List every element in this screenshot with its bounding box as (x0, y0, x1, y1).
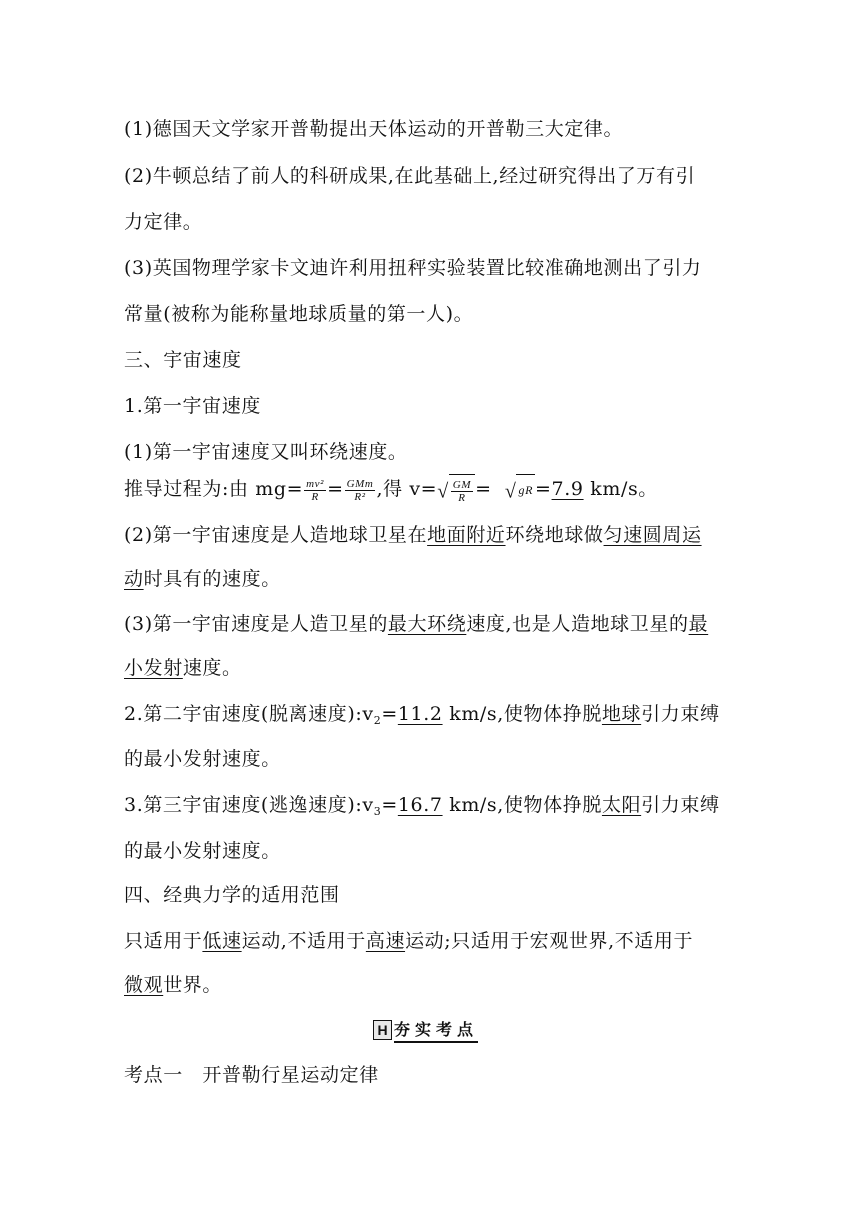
paragraph-first-velocity-def: (2)第一宇宙速度是人造地球卫星在地面附近环绕地球做匀速圆周运 (124, 524, 702, 546)
sqrt-gm-over-r: √ $\frac{GM}{R}$ (437, 474, 475, 506)
section-banner-consolidate (373, 1017, 478, 1043)
paragraph-first-velocity-def-cont: 动时具有的速度。 (124, 568, 281, 590)
paragraph-applicability: 只适用于低速运动,不适用于高速运动;只适用于宏观世界,不适用于 (124, 930, 694, 952)
section-heading-cosmic-velocity: 三、宇宙速度 (124, 349, 242, 371)
paragraph-second-cosmic-velocity: 2.第二宇宙速度(脱离速度)$:v_2=11.2$ km/s,使物体挣脱地球引力束缚 (124, 703, 720, 727)
paragraph-newton-cont: 力定律。 (124, 211, 203, 233)
sqrt-gr: √ gR (505, 474, 535, 506)
paragraph-third-cosmic-velocity: 3.第三宇宙速度(逃逸速度)$:v_3=16.7$ km/s,使物体挣脱太阳引力束缚 (124, 794, 720, 818)
subheading-first-cosmic-velocity: 1.第一宇宙速度 (124, 395, 261, 417)
paragraph-newton: (2)牛顿总结了前人的科研成果,在此基础上,经过研究得出了万有引 (124, 165, 696, 187)
paragraph-cavendish: (3)英国物理学家卡文迪许利用扭秤实验装置比较准确地测出了引力 (124, 257, 702, 279)
section-heading-classical-mechanics: 四、经典力学的适用范围 (124, 884, 340, 906)
fraction-gmm-over-r2: $\frac{\text{GMm}}{\text{R²}}$ (346, 477, 374, 503)
first-velocity-value: 7.9 (551, 478, 584, 501)
derivation-line: 推导过程为:由 mg= $\frac{\text{mv²}}{R}$ = $\frac{\text{GMm}}{\text{R²}}$ ,得 v=√ $\frac{GM}{R}$ = √ gR =7.9 km/s。 (124, 474, 658, 506)
key-point-kepler-laws: 考点一 开普勒行星运动定律 (124, 1064, 379, 1086)
paragraph-kepler: (1)德国天文学家开普勒提出天体运动的开普勒三大定律。 (124, 118, 624, 140)
paragraph-applicability-cont: 微观世界。 (124, 974, 223, 996)
paragraph-min-launch-velocity: 小发射速度。 (124, 657, 242, 679)
fraction-mv2-over-r: $\frac{\text{mv²}}{R}$ (306, 477, 325, 503)
paragraph-second-cosmic-velocity-cont: 的最小发射速度。 (124, 748, 281, 770)
paragraph-max-orbit-velocity: (3)第一宇宙速度是人造卫星的最大环绕速度,也是人造地球卫星的最 (124, 613, 709, 635)
paragraph-orbital-velocity: (1)第一宇宙速度又叫环绕速度。 (124, 441, 408, 463)
paragraph-cavendish-cont: 常量(被称为能称量地球质量的第一人)。 (124, 303, 474, 325)
h-badge-icon: H (373, 1020, 392, 1040)
banner-title: 夯实考点 (394, 1017, 478, 1043)
paragraph-third-cosmic-velocity-cont: 的最小发射速度。 (124, 840, 281, 862)
